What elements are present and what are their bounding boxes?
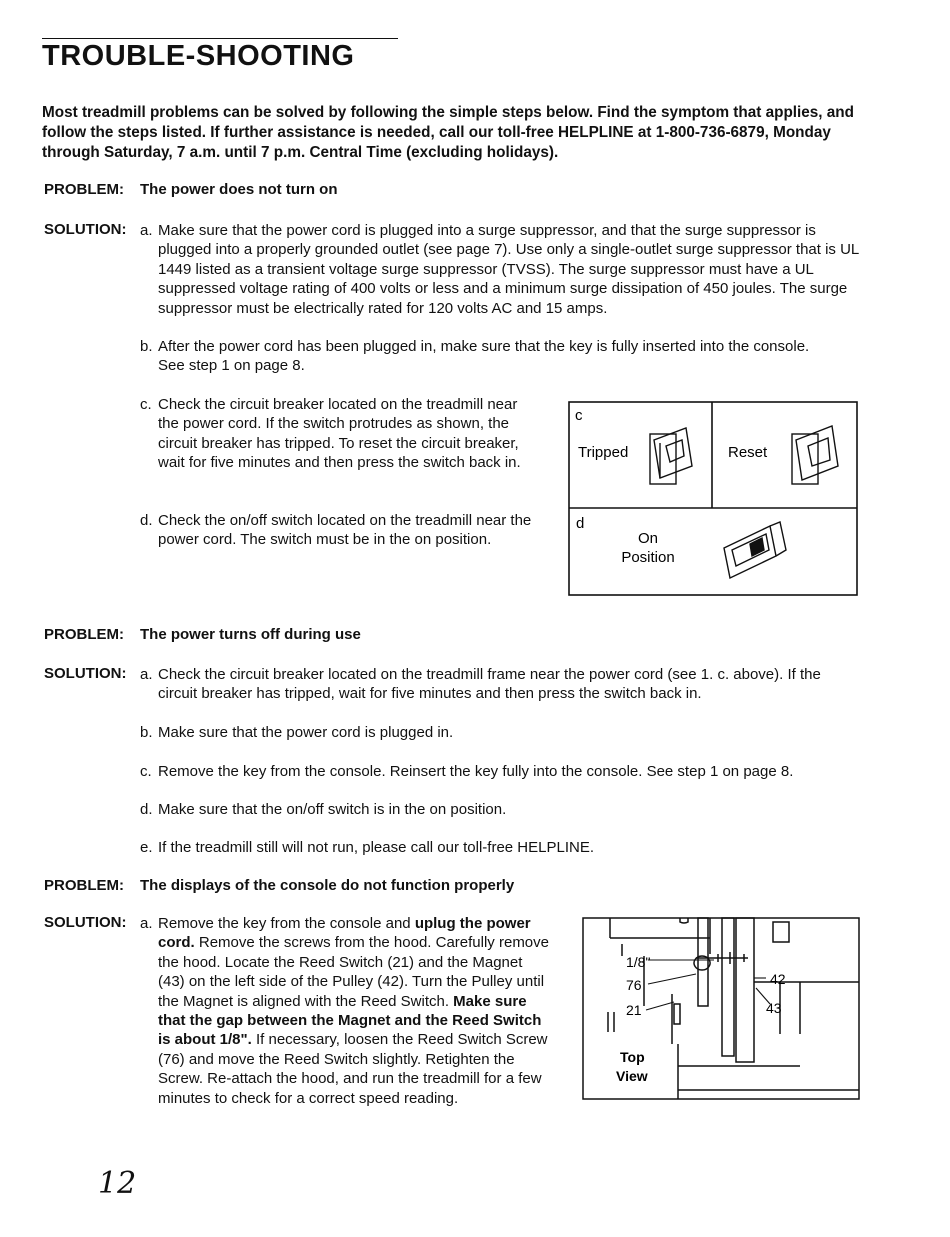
item-letter: b. xyxy=(140,724,153,741)
top-view-line2: View xyxy=(616,1068,648,1084)
problem-label: PROBLEM: xyxy=(44,181,124,198)
item-text-bold: Make sure that the gap between the Magnet and the Reed Switch is about 1/8". xyxy=(158,992,542,1049)
solution-label: SOLUTION: xyxy=(44,665,127,682)
title-rule xyxy=(42,38,398,39)
problem-heading xyxy=(44,877,514,894)
item-text-bold: uplug the power cord. xyxy=(158,915,531,952)
page-number: 12 xyxy=(98,1166,137,1201)
problem-text: The power turns off during use xyxy=(140,626,361,643)
solution-item xyxy=(140,221,862,318)
tripped-switch-icon xyxy=(650,428,692,484)
pulley-label: 42 xyxy=(770,971,786,987)
circuit-breaker-figure xyxy=(566,398,862,600)
reset-label: Reset xyxy=(728,444,768,461)
screw-label: 76 xyxy=(626,977,642,993)
solution-label: SOLUTION: xyxy=(44,914,127,931)
item-text: Make sure that the on/off switch is in the on position. xyxy=(158,801,507,818)
solution-item xyxy=(140,395,532,473)
problem-label: PROBLEM: xyxy=(44,626,124,643)
intro-paragraph: Most treadmill problems can be solved by following the simple steps below. Find the symptom that applies, and follow the steps listed. If further assistance is needed, call our toll-free HELPLINE at 1-800-736-6879, Monday through Saturday, 7 a.m. until 7 p.m. Central Time (excluding holidays). xyxy=(42,104,854,161)
on-off-switch-icon xyxy=(724,522,786,578)
problem-text: The power does not turn on xyxy=(140,181,338,198)
item-letter: e. xyxy=(140,839,153,856)
problem-label: PROBLEM: xyxy=(44,877,124,894)
panel-d-label: d xyxy=(576,515,585,532)
solution-item xyxy=(140,914,550,1108)
item-text: Make sure that the power cord is plugged into a surge suppressor, and that the surge suppressor is plugged into a properly grounded outlet (see page 7). Use only a single-outlet surge suppressor that is UL 1449 listed as a transient voltage surge suppressor (TVSS). The surge suppressor must have a UL suppressed voltage rating of 400 volts or less and a minimum surge dissipation of 450 joules. The surge suppressor must be electrically rated for 120 volts AC and 15 amps. xyxy=(158,222,859,317)
item-text-part: Remove the screws from the hood. Carefully remove the hood. Locate the Reed Switch (21) and the Magnet (43) on the left side of the Pulley (42). Turn the Pulley until the Magnet is aligned with the Reed Switch. xyxy=(158,934,549,1010)
item-text-part: Remove the key from the console and xyxy=(158,915,415,932)
solution-item xyxy=(140,800,856,819)
item-letter: d. xyxy=(140,801,153,818)
item-letter: d. xyxy=(140,512,153,529)
item-letter: a. xyxy=(140,666,153,683)
solution-item xyxy=(140,665,856,704)
item-letter: c. xyxy=(140,763,152,780)
problem-heading xyxy=(44,626,361,643)
item-text: Check the on/off switch located on the treadmill near the power cord. The switch must be in the on position. xyxy=(158,512,532,549)
item-text: Check the circuit breaker located on the treadmill frame near the power cord (see 1. c. above). If the circuit breaker has tripped, wait for five minutes and then press the switch back in. xyxy=(158,666,821,703)
solution-label: SOLUTION: xyxy=(44,221,127,238)
reed-switch-figure xyxy=(580,914,864,1102)
item-text: Remove the key from the console. Reinsert the key fully into the console. See step 1 on page 8. xyxy=(158,763,794,780)
on-position-line1: On xyxy=(637,530,659,547)
panel-c-label: c xyxy=(575,407,583,424)
item-letter: a. xyxy=(140,915,153,932)
magnet-label: 43 xyxy=(766,1000,782,1016)
item-text: If the treadmill still will not run, please call our toll-free HELPLINE. xyxy=(158,839,595,856)
page-title: TROUBLE-SHOOTING xyxy=(42,40,355,72)
item-text-part: If necessary, loosen the Reed Switch Screw (76) and move the Reed Switch slightly. Retighten the Screw. Re-attach the hood, and run the treadmill for a few minutes to check for a correct speed reading. xyxy=(158,1031,548,1107)
reset-switch-icon xyxy=(792,426,838,484)
item-text: After the power cord has been plugged in, make sure that the key is fully inserted into the console. See step 1 on page 8. xyxy=(158,338,810,375)
top-view-line1: Top xyxy=(620,1049,645,1065)
item-letter: c. xyxy=(140,396,152,413)
problem-heading xyxy=(44,181,338,198)
reed-switch-label: 21 xyxy=(626,1002,642,1018)
problem-text: The displays of the console do not function properly xyxy=(140,877,515,894)
solution-item xyxy=(140,511,532,550)
solution-item xyxy=(140,337,840,376)
gap-label: 1/8" xyxy=(626,954,651,970)
item-text: Check the circuit breaker located on the treadmill near the power cord. If the switch protrudes as shown, the circuit breaker has tripped. To reset the circuit breaker, wait for five minutes and then press the switch back in. xyxy=(158,396,521,472)
solution-item xyxy=(140,762,856,781)
item-text: Make sure that the power cord is plugged in. xyxy=(158,724,454,741)
solution-item xyxy=(140,723,856,742)
item-letter: b. xyxy=(140,338,153,355)
tripped-label: Tripped xyxy=(578,444,629,461)
solution-item xyxy=(140,838,856,857)
item-text xyxy=(158,914,550,1108)
on-position-line2: Position xyxy=(621,549,675,566)
item-letter: a. xyxy=(140,222,153,239)
